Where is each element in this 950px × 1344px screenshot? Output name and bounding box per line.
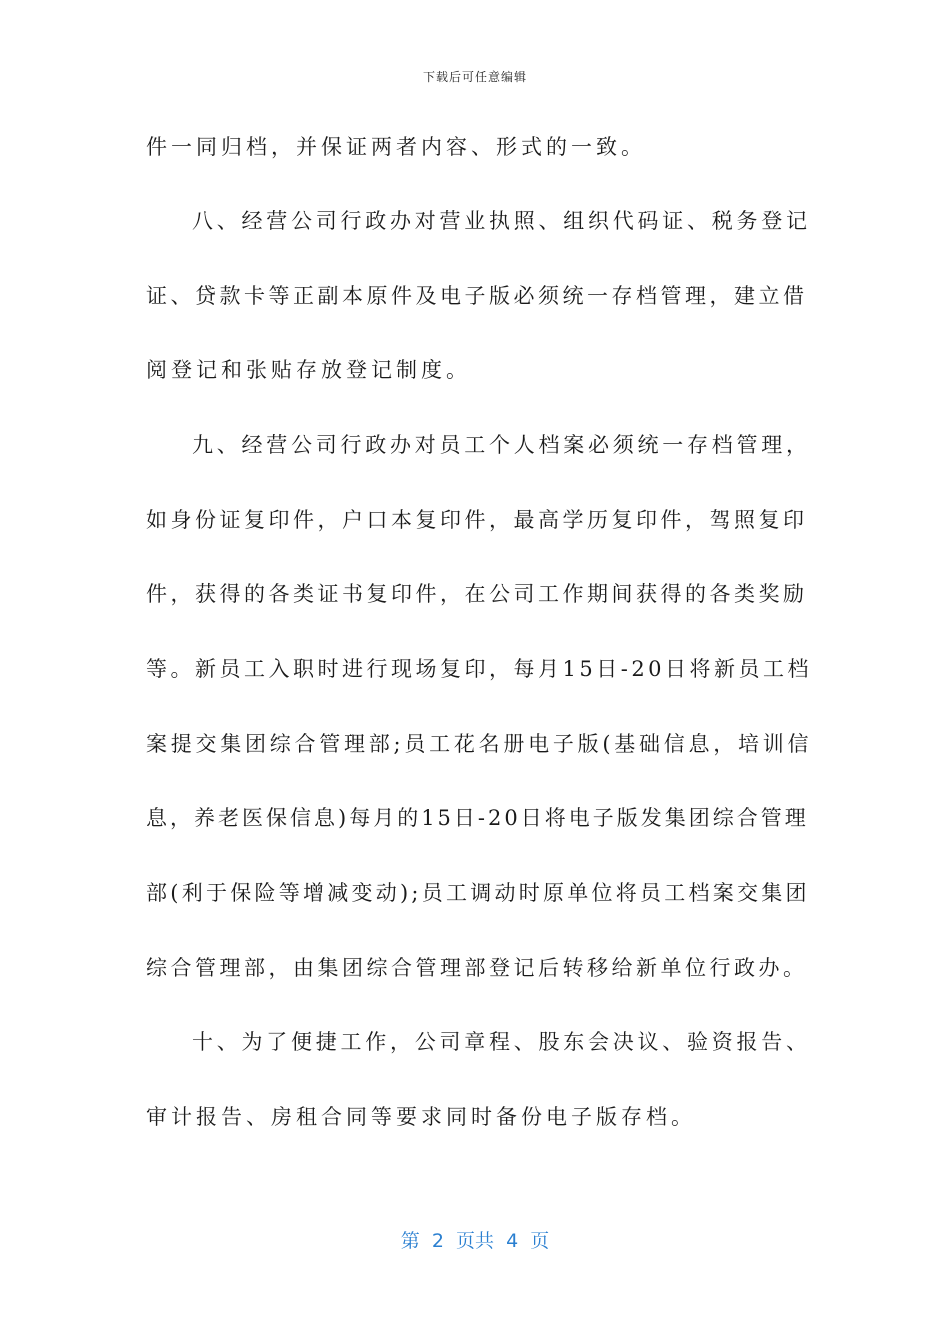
text-line: 息，养老医保信息)每月的15日-20日将电子版发集团综合管理 [146, 806, 809, 830]
text-line: 十、为了便捷工作，公司章程、股东会决议、验资报告、 [192, 1030, 811, 1054]
text-line: 等。新员工入职时进行现场复印，每月15日-20日将新员工档 [146, 657, 813, 681]
page-header-note: 下载后可任意编辑 [422, 70, 527, 84]
text-line: 部(利于保险等增减变动);员工调动时原单位将员工档案交集团 [146, 881, 810, 905]
text-line: 审计报告、房租合同等要求同时备份电子版存档。 [146, 1105, 696, 1129]
text-line: 如身份证复印件，户口本复印件，最高学历复印件，驾照复印 [146, 508, 808, 532]
text-line: 综合管理部，由集团综合管理部登记后转移给新单位行政办。 [146, 956, 808, 980]
text-line: 件，获得的各类证书复印件，在公司工作期间获得的各类奖励 [146, 582, 808, 606]
text-line: 九、经营公司行政办对员工个人档案必须统一存档管理， [192, 433, 811, 457]
text-line: 案提交集团综合管理部;员工花名册电子版(基础信息，培训信 [146, 732, 813, 756]
text-line: 阅登记和张贴存放登记制度。 [146, 358, 471, 382]
text-line: 件一同归档，并保证两者内容、形式的一致。 [146, 135, 646, 159]
page-number: 第 2 页共 4 页 [400, 1230, 550, 1252]
text-line: 八、经营公司行政办对营业执照、组织代码证、税务登记 [192, 209, 811, 233]
text-line: 证、贷款卡等正副本原件及电子版必须统一存档管理，建立借 [146, 284, 808, 308]
